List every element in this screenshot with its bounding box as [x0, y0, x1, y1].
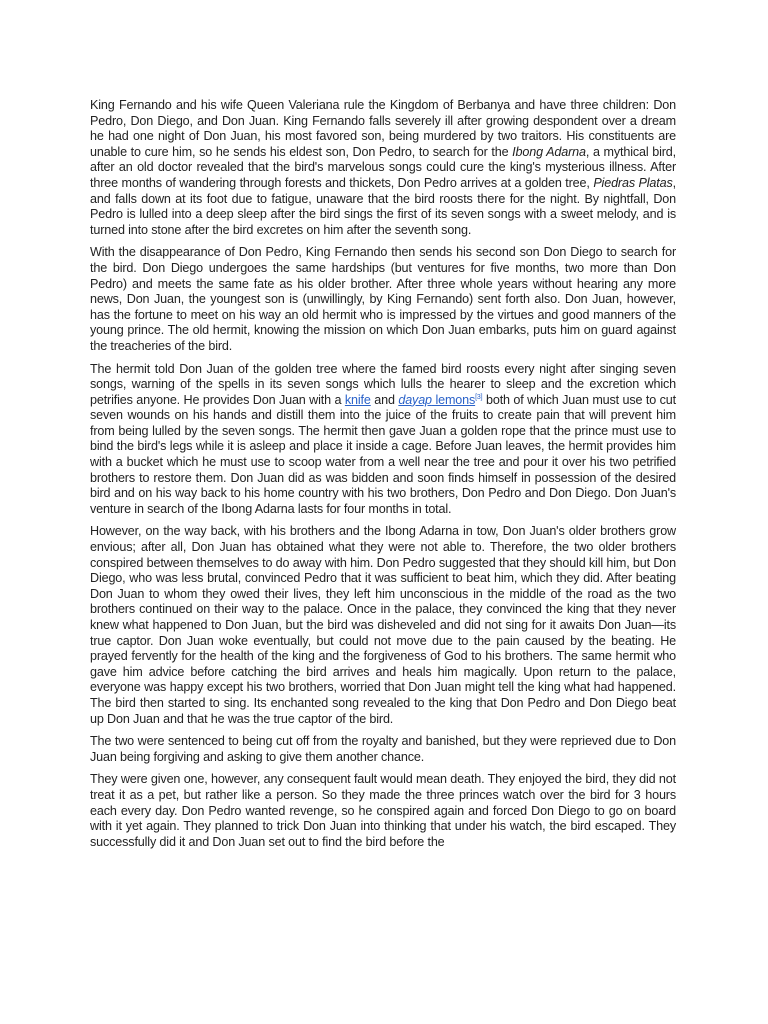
paragraph-3-text-a: The hermit told Don Juan of the golden tree where the famed bird roosts every night after singing seven songs, warning of the spells in its seven songs which lulls the hearer to sleep and the excretion which petrifies anyone. He provides Don Juan with a	[90, 361, 676, 407]
term-ibong-adarna: Ibong Adarna	[512, 144, 586, 159]
dayap-link-text: dayap	[398, 392, 432, 407]
paragraph-4: However, on the way back, with his brothers and the Ibong Adarna in tow, Don Juan's older brothers grow envious; after all, Don Juan has obtained what they were not able to. Therefore, the two older brothers conspired between themselves to do away with him. Don Pedro suggested that they should kill him, but Don Diego, who was less brutal, convinced Pedro that it was sufficient to beat him, which they did. After beating Don Juan to whom they owed their lives, they left him unconscious in the middle of the road as the two brothers continued on their way to the palace. Once in the palace, they convinced the king that they never knew what happened to Don Juan, but the bird was disheveled and did not sing for it awaits Don Juan—its true captor. Don Juan woke eventually, but could not move due to the pain caused by the beating. He prayed fervently for the health of the king and the forgiveness of God to his brothers. The same hermit who gave him advice before catching the bird arrives and heals him magically. Upon return to the palace, everyone was happy except his two brothers, worried that Don Juan might tell the king what had happened. The bird then started to sing. Its enchanted song revealed to the king that Don Pedro and Don Diego beat up Don Juan and that he was the true captor of the bird.	[90, 524, 676, 726]
footnote-reference-link[interactable]: [3]	[475, 393, 483, 401]
term-piedras-platas: Piedras Platas	[593, 175, 673, 190]
knife-link[interactable]: knife	[344, 392, 371, 407]
paragraph-3	[90, 362, 676, 518]
paragraph-6: They were given one, however, any consequent fault would mean death. They enjoyed the bird, they did not treat it as a pet, but rather like a person. So they made the three princes watch over the bird for 3 hours each every day. Don Pedro wanted revenge, so he conspired again and forced Don Diego to go on board with it yet again. They planned to trick Don Juan into thinking that under his watch, the bird escaped. They successfully did it and Don Juan set out to find the bird before the	[90, 772, 676, 849]
paragraph-2: With the disappearance of Don Pedro, King Fernando then sends his second son Don Diego to search for the bird. Don Diego undergoes the same hardships (but ventures for five months, two more than Don Pedro) and meets the same fate as his older brother. After three whole years without hearing any more news, Don Juan, the youngest son is (unwillingly, by King Fernando) sent forth also. Don Juan, however, has the fortune to meet on his way an old hermit who is impressed by the virtues and good manners of the young prince. The old hermit, knowing the mission on which Don Juan embarks, puts him on guard against the treacheries of the bird.	[90, 245, 676, 353]
paragraph-1	[90, 98, 676, 238]
paragraph-3-text-c: both of which Juan must use to cut seven wounds on his hands and distill them into the juice of the fruits to create pain that will prevent him from being lulled by the seven songs. The hermit then gave Juan a golden rope that the prince must use to bind the bird's legs while it is asleep and place it inside a cage. Before Juan leaves, the hermit provides him with a bucket which he must use to scoop water from a well near the tree and pour it over his two petrified brothers to restore them. Don Juan did as was bidden and soon finds himself in possession of the desired bird and on his way back to his home country with his two brothers, Don Pedro and Don Diego. Don Juan's venture in search of the Ibong Adarna lasts for four months in total.	[90, 392, 676, 516]
paragraph-1-text-e: , and falls down at its foot due to fatigue, unaware that the bird roosts there for the night. By nightfall, Don Pedro is lulled into a deep sleep after the bird sings the first of its seven songs with a sweet melody, and is turned into stone after the bird excretes on him after the seventh song.	[90, 175, 676, 237]
paragraph-1-text-a: King Fernando and his wife Queen Valeriana rule the Kingdom of Berbanya and have three children: Don Pedro, Don Diego, and Don Juan. King Fernando falls severely ill after growing despondent over a dream he had one night of Don Juan, his most favored son, being murdered by two traitors. His constituents are unable to cure him, so he sends his eldest son, Don Pedro, to search for the	[90, 98, 676, 159]
paragraph-1-text-c: , a mythical bird, after an old doctor revealed that the bird's marvelous songs could cure the king's mysterious illness. After three months of wandering through forests and thickets, Don Pedro arrives at a golden tree,	[90, 144, 676, 190]
dayap-lemons-link[interactable]	[398, 393, 475, 407]
lemons-link-text: lemons	[431, 392, 476, 407]
paragraph-5: The two were sentenced to being cut off from the royalty and banished, but they were reprieved due to Don Juan being forgiving and asking to give them another chance.	[90, 734, 676, 764]
article-body	[90, 98, 676, 857]
paragraph-3-text-b: and	[370, 392, 399, 407]
